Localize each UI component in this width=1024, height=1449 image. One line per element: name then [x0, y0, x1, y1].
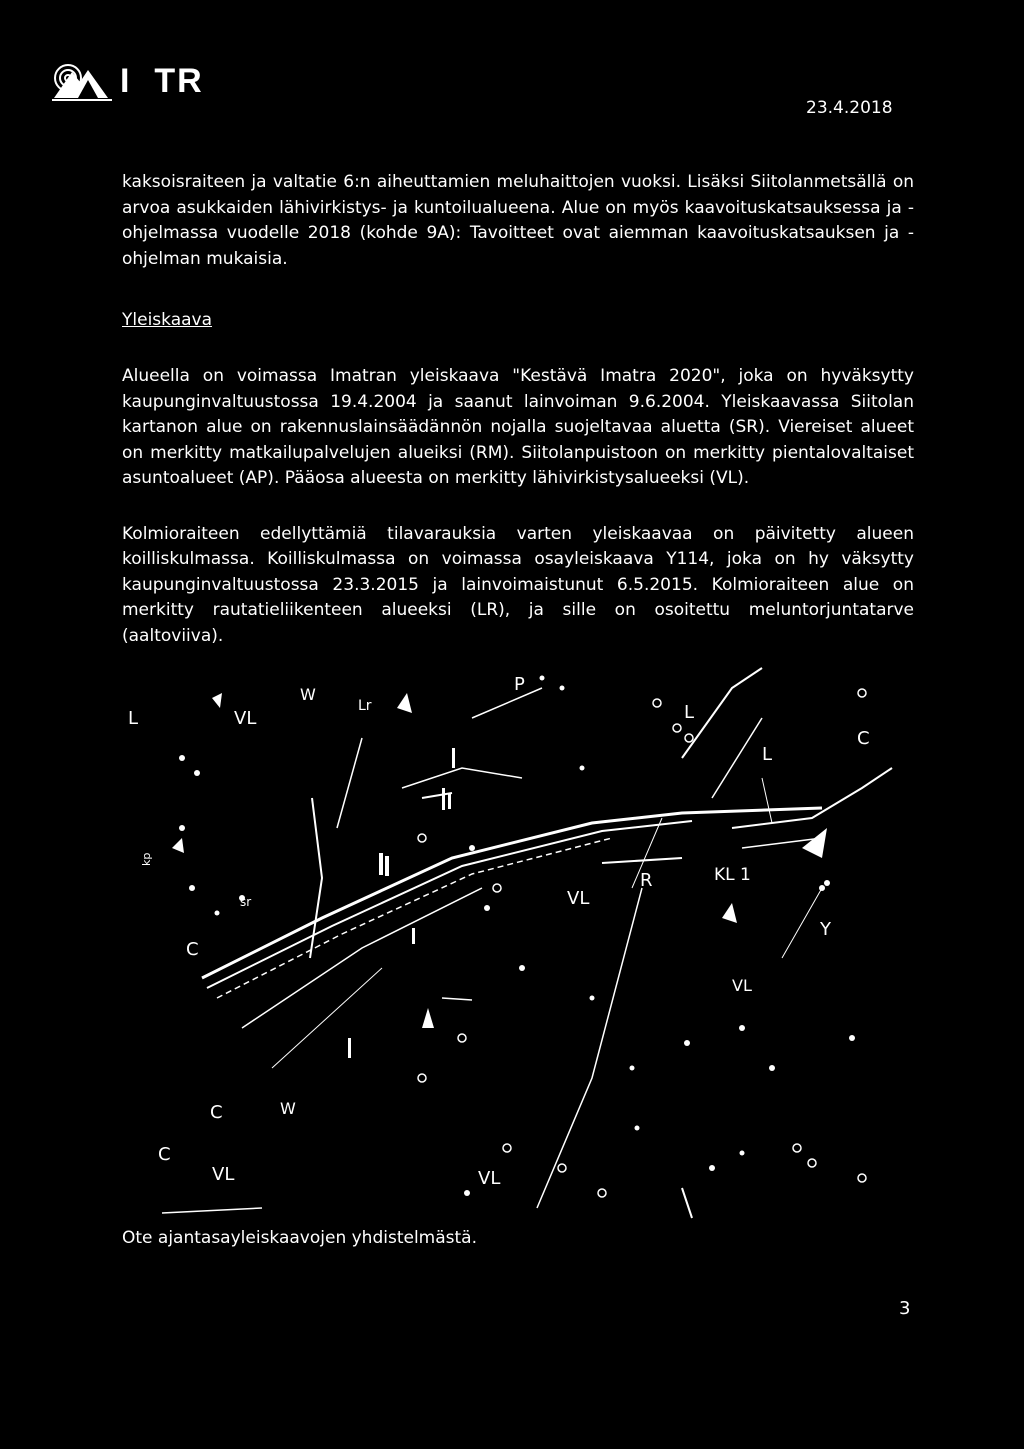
- map-label-l-top-right: L: [684, 702, 695, 723]
- map-label-l-right: L: [762, 744, 773, 765]
- map-label-kp: kp: [140, 852, 153, 866]
- page-number: 3: [899, 1298, 911, 1319]
- city-logo-icon: [52, 58, 114, 104]
- paragraph-continuation: kaksoisraiteen ja valtatie 6:n aiheuttamien meluhaittojen vuoksi. Lisäksi Siitolanmetsällä on arvoa asukkaiden lähivirkistys- ja kuntoilualueena. Alue on myös kaavoituskatsauksessa ja -ohjelmassa vuodelle 2018 (kohde 9A): Tavoitteet ovat aiemman kaavoituskatsauksen ja -ohjelman mukaisia.: [122, 172, 914, 269]
- logo-wordmark: I TR: [120, 61, 204, 100]
- map-label-c-right: C: [857, 728, 870, 749]
- paragraph-yleiskaava: Alueella on voimassa Imatran yleiskaava "Kestävä Imatra 2020", joka on hyväksytty kaupunginvaltuustossa 19.4.2004 ja saanut lainvoiman 9.6.2004. Yleiskaavassa Siitolan kartanon alue on rakennuslainsäädännön nojalla suojeltavaa aluetta (SR). Viereiset alueet on merkitty matkailupalvelujen alueiksi (RM). Siitolanpuistoon on merkitty pientalovaltaiset asuntoalueet (AP). Pääosa alueesta on merkitty lähivirkistysalueeksi (VL).: [122, 366, 914, 488]
- map-label-w-bottom: W: [280, 1099, 296, 1118]
- map-symbols: [172, 676, 855, 1197]
- header-logo: [52, 58, 204, 104]
- map-label-vl-mid: VL: [567, 888, 590, 909]
- general-plan-map: [122, 648, 914, 1226]
- map-label-vl-bottom-left: VL: [212, 1164, 235, 1185]
- map-label-r: R: [640, 870, 653, 891]
- map-label-kl: KL 1: [714, 865, 751, 885]
- map-drawing: [122, 648, 914, 1226]
- map-label-lr: Lr: [358, 698, 372, 714]
- map-label-vl-bottom-mid: VL: [478, 1168, 501, 1189]
- map-label-c-left: C: [186, 939, 199, 960]
- map-label-vl-right: VL: [732, 976, 752, 995]
- map-label-l: L: [128, 708, 139, 729]
- map-label-c-far-left: C: [158, 1144, 171, 1165]
- section-heading-yleiskaava: Yleiskaava: [122, 310, 213, 330]
- map-caption: Ote ajantasayleiskaavojen yhdistelmästä.: [122, 1228, 477, 1248]
- map-label-y: Y: [820, 919, 831, 940]
- paragraph-kolmioraide: Kolmioraiteen edellyttämiä tilavarauksia varten yleiskaavaa on päivitetty alueen koilliskulmassa. Koilliskulmassa on voimassa osayleiskaava Y114, joka on hy väksytty kaupunginvaltuustossa 23.3.2015 ja lainvoimaistunut 6.5.2015. Kolmioraiteen alue on merkitty rautatieliikenteen alueeksi (LR), ja sille on osoitettu meluntorjuntatarve (aaltoviiva).: [122, 523, 914, 646]
- map-label-c-bottom-left: C: [210, 1102, 223, 1123]
- railway-lines: [162, 668, 892, 1218]
- document-date: 23.4.2018: [806, 98, 893, 118]
- map-label-sr: sr: [240, 895, 252, 909]
- map-label-w: W: [300, 685, 316, 704]
- document-body: [122, 170, 914, 649]
- map-circles: [418, 689, 866, 1197]
- map-label-p: P: [514, 674, 525, 695]
- map-label-vl: VL: [234, 708, 257, 729]
